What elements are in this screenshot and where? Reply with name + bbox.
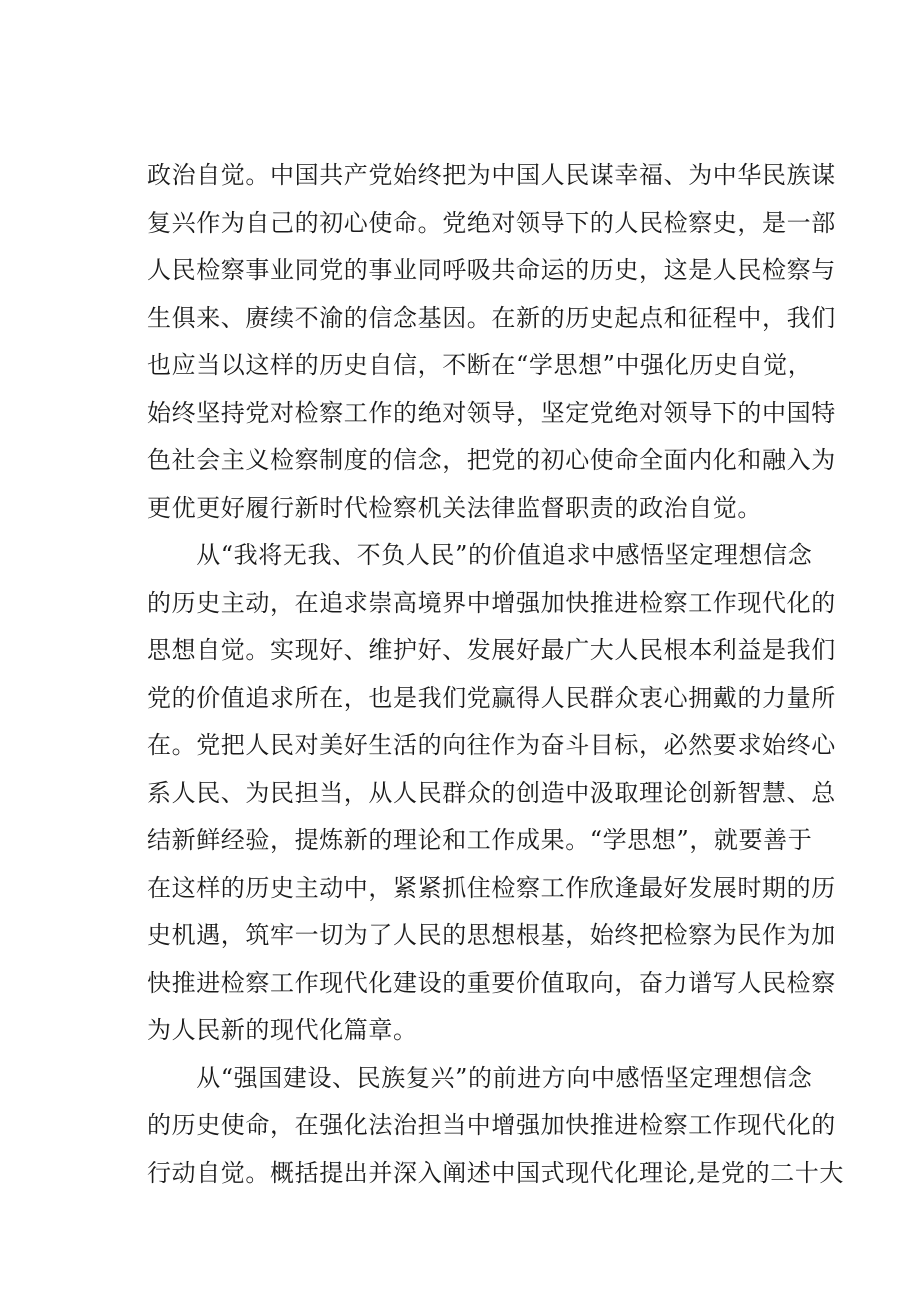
text-line: 生俱来、赓续不渝的信念基因。在新的历史起点和征程中，我们 [147,303,836,332]
paragraph-1 [147,152,836,532]
text-line: 党的价值追求所在，也是我们党赢得人民群众衷心拥戴的力量所 [147,683,836,712]
text-line: 人民检察事业同党的事业同呼吸共命运的历史，这是人民检察与 [147,256,836,284]
text-line: 始终坚持党对检察工作的绝对领导，坚定党绝对领导下的中国特 [147,398,836,427]
text-line: 色社会主义检察制度的信念，把党的初心使命全面内化和融入为 [147,446,836,474]
text-line: 在。党把人民对美好生活的向往作为奋斗目标，必然要求始终心 [147,731,836,759]
paragraph-3 [147,1055,845,1198]
text-line: 在这样的历史主动中，紧紧抓住检察工作欣逢最好发展时期的历 [147,873,836,902]
text-line: 也应当以这样的历史自信，不断在“学思想”中强化历史自觉， [147,351,813,379]
document-body [147,152,845,1197]
text-line: 结新鲜经验，提炼新的理论和工作成果。“学思想”，就要善于 [147,826,813,854]
text-line: 从“我将无我、不负人民”的价值追求中感悟坚定理想信念 [147,541,813,569]
text-line: 系人民、为民担当，从人民群众的创造中汲取理论创新智慧、总 [147,778,836,807]
text-line: 史机遇，筑牢一切为了人民的思想根基，始终把检察为民作为加 [147,921,836,949]
text-line: 的历史主动，在追求崇高境界中增强加快推进检察工作现代化的 [147,588,836,617]
text-line: 行动自觉。概括提出并深入阐述中国式现代化理论,是党的二十大 [147,1158,845,1187]
text-line: 从“强国建设、民族复兴”的前进方向中感悟坚定理想信念 [147,1063,813,1092]
text-line: 的历史使命，在强化法治担当中增强加快推进检察工作现代化的 [147,1111,836,1139]
text-line: 复兴作为自己的初心使命。党绝对领导下的人民检察史，是一部 [147,208,836,237]
text-line: 政治自觉。中国共产党始终把为中国人民谋幸福、为中华民族谋 [147,161,836,189]
text-line: 更优更好履行新时代检察机关法律监督职责的政治自觉。 [147,493,762,522]
text-line: 思想自觉。实现好、维护好、发展好最广大人民根本利益是我们 [147,636,836,664]
text-line: 快推进检察工作现代化建设的重要价值取向，奋力谱写人民检察 [147,968,836,997]
text-line: 为人民新的现代化篇章。 [147,1016,418,1044]
paragraph-2 [147,532,836,1055]
